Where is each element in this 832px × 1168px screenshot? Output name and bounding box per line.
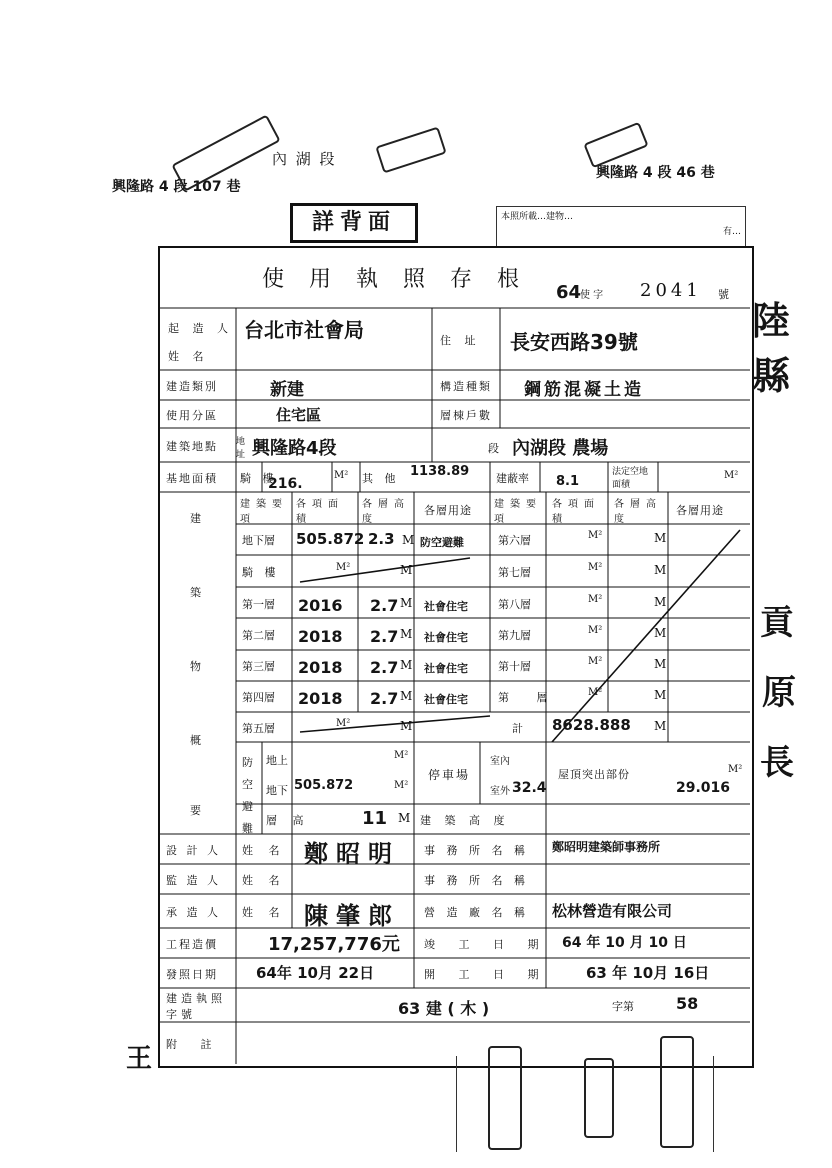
issue-date-label: 發照日期	[166, 968, 218, 981]
legal-space-label: 法定空地面積	[612, 467, 649, 490]
cost-value: 17,257,776元	[268, 934, 400, 955]
basement-use: 防空避難	[420, 536, 464, 549]
f5-m2: M²	[336, 718, 351, 729]
total-label: 計	[512, 722, 523, 735]
site-road-value: 興隆路4段	[252, 438, 337, 459]
structure-label: 構造種類	[440, 380, 492, 393]
basement-area: 505.872	[296, 530, 365, 548]
f4-use: 社會住宅	[424, 693, 468, 706]
f5-label: 第五層	[242, 722, 275, 735]
form-title: 使 用 執 照 存 根	[262, 267, 528, 292]
floors-label: 層 高	[266, 814, 310, 827]
total-m: M	[654, 719, 667, 733]
coverage-value: 8.1	[556, 474, 580, 489]
address-value: 長安西路39號	[510, 330, 638, 354]
f10-m2: M²	[588, 656, 603, 667]
supervisor-label: 監 造 人	[166, 874, 221, 887]
road-right: 興隆路 4 段 46 巷	[596, 165, 715, 181]
start-date-label: 開 工 日 期	[424, 968, 549, 981]
f1-use: 社會住宅	[424, 600, 468, 613]
permit-no-value: 58	[676, 994, 699, 1013]
shelter-below-value: 505.872	[294, 778, 354, 793]
checker-stamp	[584, 1058, 614, 1138]
f3-use: 社會住宅	[424, 662, 468, 675]
summary-char-3: 物	[190, 660, 206, 673]
f1-label: 第一層	[242, 598, 275, 611]
number-prefix: 64	[556, 282, 582, 303]
contractor-name-label: 姓 名	[242, 906, 286, 919]
roof-value: 29.016	[676, 780, 731, 796]
col-height-left: 各層高度	[362, 499, 410, 525]
f3-height: 2.7	[370, 658, 399, 677]
base-area-label: 基地面積	[166, 472, 218, 485]
f3-label: 第三層	[242, 660, 275, 673]
col-use-left: 各層用途	[424, 504, 472, 517]
f5-m: M	[400, 719, 413, 733]
director-stamp	[660, 1036, 694, 1148]
builder-label-top: 起 造 人	[168, 322, 233, 335]
f2-label: 第二層	[242, 629, 275, 642]
f10-label: 第十層	[498, 660, 531, 673]
permit-suffix: 字第	[612, 1000, 634, 1013]
households-label: 層棟戶數	[440, 409, 492, 422]
side-note: 本照所載…建物…	[501, 212, 574, 222]
f2-use: 社會住宅	[424, 631, 468, 644]
arcade-row-m: M	[400, 563, 413, 577]
f9-m2: M²	[588, 625, 603, 636]
parking-label: 停車場	[428, 768, 471, 782]
f3-m: M	[400, 658, 413, 672]
contractor-value: 陳肇郎	[304, 902, 400, 930]
arcade-area-value: 216.	[268, 476, 303, 492]
fn-m: M	[654, 688, 667, 702]
arcade-row-label: 騎 樓	[242, 566, 280, 579]
remark-label: 附 註	[166, 1038, 222, 1051]
arcade-row-m2: M²	[336, 562, 351, 573]
parking-indoor-label: 室內	[490, 756, 510, 767]
build-type-value: 新建	[270, 380, 304, 400]
side-char-4: 原	[762, 673, 796, 713]
supervisor-office-label: 事 務 所 名 稱	[424, 874, 529, 887]
company-label: 營 造 廠 名 稱	[424, 906, 529, 919]
f2-height: 2.7	[370, 627, 399, 646]
parking-outdoor-label: 室外	[490, 786, 510, 797]
shelter-below-label: 地下	[266, 784, 288, 797]
company-value: 松林營造有限公司	[552, 902, 673, 920]
f1-area: 2016	[298, 596, 343, 615]
finish-date-value: 64 年 10 月 10 日	[562, 935, 687, 951]
f2-area: 2018	[298, 627, 343, 646]
f4-label: 第四層	[242, 691, 275, 704]
number-suffix: 號	[718, 288, 729, 301]
other-label: 其 他	[362, 472, 400, 485]
builder-value: 台北市社會局	[244, 318, 364, 342]
design-office-value: 鄭昭明建築師事務所	[552, 840, 661, 854]
f1-height: 2.7	[370, 596, 399, 615]
arcade-m2: M²	[334, 470, 349, 481]
bottom-left-mark: 王	[126, 1044, 153, 1074]
number-mid: 使 字	[580, 290, 604, 301]
permit-value: 63 建 ( 木 )	[398, 999, 490, 1018]
clerk-stamp	[488, 1046, 522, 1150]
f8-m2: M²	[588, 594, 603, 605]
side-char-1: 陸	[752, 299, 791, 343]
use-zone-label: 使用分區	[166, 409, 218, 422]
col-area-right: 各項面積	[552, 499, 600, 525]
summary-char-1: 建	[190, 512, 206, 525]
f7-label: 第七層	[498, 566, 531, 579]
site-section-value: 內湖段 農場	[512, 438, 609, 459]
arcade-label: 騎 樓	[240, 472, 278, 485]
basement-m: M	[402, 533, 415, 547]
basement-height: 2.3	[368, 530, 395, 548]
finish-date-label: 竣 工 日 期	[424, 938, 549, 951]
f4-height: 2.7	[370, 689, 399, 708]
col-item-right: 建築要項	[494, 499, 542, 525]
contractor-label: 承 造 人	[166, 906, 221, 919]
summary-char-5: 要	[190, 804, 206, 817]
col-area-left: 各項面積	[296, 499, 344, 525]
section-small-label: 段	[488, 442, 499, 455]
permit-number: 2041	[640, 280, 702, 301]
summary-char-4: 概	[190, 734, 206, 747]
cost-label: 工程造價	[166, 938, 218, 951]
f7-m2: M²	[588, 562, 603, 573]
structure-value: 鋼筋混凝土造	[524, 380, 644, 400]
site-small-label: 地址	[236, 437, 246, 460]
col-item-left: 建築要項	[240, 499, 288, 525]
designer-name-label: 姓 名	[242, 844, 286, 857]
builder-label-bottom: 姓 名	[168, 350, 209, 363]
back-side-text: 詳背面	[311, 210, 396, 235]
f4-area: 2018	[298, 689, 343, 708]
road-left: 興隆路 4 段 107 巷	[112, 179, 241, 195]
f9-label: 第九層	[498, 629, 531, 642]
f9-m: M	[654, 626, 667, 640]
f6-label: 第六層	[498, 534, 531, 547]
roof-label: 屋頂突出部份	[558, 768, 630, 781]
roof-m2: M²	[728, 764, 743, 775]
f4-m: M	[400, 689, 413, 703]
building-height-label: 建 築 高 度	[420, 814, 510, 827]
shelter-label: 防 空 避 難	[242, 756, 253, 835]
fn-m2: M²	[588, 687, 603, 698]
f7-m: M	[654, 563, 667, 577]
start-date-value: 63 年 10月 16日	[586, 964, 710, 982]
basement-label: 地下層	[242, 534, 275, 547]
f1-m: M	[400, 596, 413, 610]
col-height-right: 各層高度	[614, 499, 662, 525]
shelter-below-m2: M²	[394, 780, 409, 791]
floors-value: 11	[362, 808, 388, 829]
shelter-above-label: 地上	[266, 754, 288, 767]
site-label: 建築地點	[166, 440, 218, 453]
f6-m: M	[654, 531, 667, 545]
f2-m: M	[400, 627, 413, 641]
f10-m: M	[654, 657, 667, 671]
shelter-above-m2: M²	[394, 750, 409, 761]
col-use-right: 各層用途	[676, 504, 724, 517]
use-zone-value: 住宅區	[276, 406, 322, 424]
supervisor-name-label: 姓 名	[242, 874, 286, 887]
f6-m2: M²	[588, 530, 603, 541]
designer-value: 鄭昭明	[304, 840, 400, 868]
fn-label: 第 層	[498, 691, 560, 704]
side-char-5: 長	[760, 743, 794, 783]
total-value: 8628.888	[552, 716, 631, 734]
design-office-label: 事 務 所 名 稱	[424, 844, 529, 857]
side-char-3: 貢	[760, 603, 794, 643]
f3-area: 2018	[298, 658, 343, 677]
issue-date-value: 64年 10月 22日	[256, 964, 375, 982]
f8-m: M	[654, 595, 667, 609]
permit-no-label: 建造執照字號	[166, 992, 226, 1021]
coverage-label: 建蔽率	[496, 472, 529, 485]
floors-m: M	[398, 811, 411, 825]
build-type-label: 建造類別	[166, 380, 218, 393]
legal-space-m2: M²	[724, 470, 739, 481]
summary-char-2: 築	[190, 586, 206, 599]
section-label: 內 湖 段	[272, 150, 337, 168]
parking-outdoor-value: 32.4	[512, 780, 547, 796]
side-note-right: 有…	[722, 227, 741, 237]
side-char-2: 縣	[752, 354, 791, 398]
f8-label: 第八層	[498, 598, 531, 611]
designer-label: 設 計 人	[166, 844, 221, 857]
other-area-value: 1138.89	[410, 464, 470, 479]
address-label: 住 址	[440, 334, 481, 347]
